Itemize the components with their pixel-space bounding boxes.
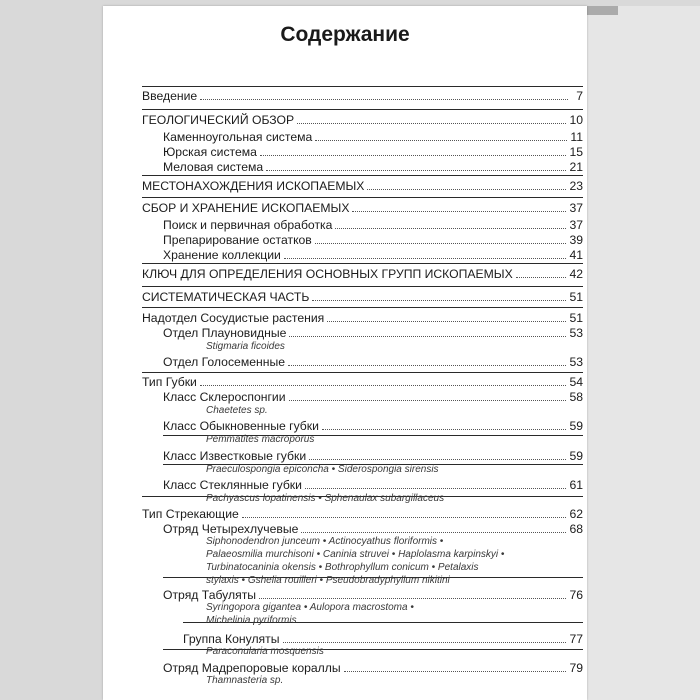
entry-title: Отдел Голосеменные <box>163 355 285 369</box>
entry-title: Отдел Плауновидные <box>163 326 287 340</box>
entry-title: Отряд Табуляты <box>163 588 257 602</box>
entry-page: 77 <box>569 632 583 646</box>
entry-page: 54 <box>569 375 583 389</box>
entry-page: 10 <box>569 113 583 127</box>
dot-leader <box>335 228 566 229</box>
entry-title: МЕСТОНАХОЖДЕНИЯ ИСКОПАЕМЫХ <box>142 179 365 193</box>
entry-page: 7 <box>576 89 583 103</box>
dot-leader <box>327 321 566 322</box>
dot-leader <box>315 243 567 244</box>
entry-title: КЛЮЧ ДЛЯ ОПРЕДЕЛЕНИЯ ОСНОВНЫХ ГРУПП ИСКОПАЕМЫХ <box>142 267 513 281</box>
entry-title: Надотдел Сосудистые растения <box>142 311 325 325</box>
entry-title: Тип Стрекающие <box>142 507 239 521</box>
entry-page: 51 <box>569 290 583 304</box>
entry-page: 59 <box>569 419 583 433</box>
dot-leader <box>289 336 566 337</box>
entry-title: СИСТЕМАТИЧЕСКАЯ ЧАСТЬ <box>142 290 310 304</box>
entry-title: Группа Конуляты <box>183 632 280 646</box>
adjacent-page-strip <box>587 6 700 700</box>
entry-page: 53 <box>569 355 583 369</box>
species-line: Syringopora gigantea • Aulopora macrostoma • <box>206 602 414 613</box>
species-line: Michelinia pyriformis <box>206 615 297 626</box>
species-line: Stigmaria ficoides <box>206 341 285 352</box>
entry-page: 76 <box>569 588 583 602</box>
species-line: Palaeosmilia murchisoni • Caninia struvei • Haplolasma karpinskyi • <box>206 549 505 560</box>
dot-leader <box>367 189 566 190</box>
entry-title: Юрская система <box>163 145 257 159</box>
toc-entry[interactable] <box>163 658 583 675</box>
entry-page: 68 <box>569 522 583 536</box>
entry-page: 15 <box>569 145 583 159</box>
toc-entry[interactable] <box>163 157 583 174</box>
entry-title: Введение <box>142 89 198 103</box>
species-line: Turbinatocaninia okensis • Bothrophyllum conicum • Petalaxis <box>206 562 479 573</box>
dot-leader <box>352 211 566 212</box>
table-of-contents <box>103 6 587 700</box>
species-line: Praeculospongia epiconcha • Siderospongia sirensis <box>206 464 439 475</box>
species-line: Siphonodendron junceum • Actinocyathus floriformis • <box>206 536 444 547</box>
species-line: Pemmatites macroporus <box>206 434 315 445</box>
dot-leader <box>284 258 567 259</box>
toc-entry[interactable] <box>142 264 583 281</box>
dot-leader <box>315 140 567 141</box>
entry-title: Каменноугольная система <box>163 130 313 144</box>
species-line: Thamnasteria sp. <box>206 675 284 686</box>
entry-title: СБОР И ХРАНЕНИЕ ИСКОПАЕМЫХ <box>142 201 350 215</box>
dot-leader <box>259 598 566 599</box>
entry-title: Препарирование остатков <box>163 233 312 247</box>
species-line: Pachyascus lopatinensis • Sphenaulax subargillaceus <box>206 493 445 504</box>
entry-title: Меловая система <box>163 160 264 174</box>
entry-page: 21 <box>569 160 583 174</box>
entry-page: 59 <box>569 449 583 463</box>
entry-page: 51 <box>569 311 583 325</box>
toc-entry[interactable] <box>163 446 583 463</box>
toc-entry[interactable] <box>163 352 583 369</box>
toc-entry[interactable] <box>163 323 583 340</box>
dot-leader <box>283 642 567 643</box>
dot-leader <box>305 488 566 489</box>
entry-page: 39 <box>569 233 583 247</box>
dot-leader <box>344 671 567 672</box>
dot-leader <box>242 517 567 518</box>
dot-leader <box>260 155 567 156</box>
toc-entry[interactable] <box>163 245 583 262</box>
book-page <box>103 6 587 700</box>
dot-leader <box>516 277 567 278</box>
toc-entry[interactable] <box>163 519 583 536</box>
dot-leader <box>301 532 566 533</box>
entry-page: 23 <box>569 179 583 193</box>
entry-title: ГЕОЛОГИЧЕСКИЙ ОБЗОР <box>142 113 295 127</box>
entry-title: Отряд Мадрепоровые кораллы <box>163 661 341 675</box>
entry-title: Поиск и первичная обработка <box>163 218 333 232</box>
toc-entry[interactable] <box>142 110 583 127</box>
toc-entry[interactable] <box>142 198 583 215</box>
toc-entry[interactable] <box>163 387 583 404</box>
entry-title: Отряд Четырехлучевые <box>163 522 299 536</box>
dot-leader <box>266 170 566 171</box>
entry-title: Хранение коллекции <box>163 248 281 262</box>
entry-title: Тип Губки <box>142 375 197 389</box>
dot-leader <box>297 123 566 124</box>
toc-entry[interactable] <box>163 416 583 433</box>
entry-page: 37 <box>569 218 583 232</box>
entry-page: 79 <box>569 661 583 675</box>
dot-leader <box>200 99 568 100</box>
toc-entry[interactable] <box>142 287 583 304</box>
entry-page: 62 <box>569 507 583 521</box>
dot-leader <box>289 400 567 401</box>
species-line: Paraconularia mosquensis <box>206 646 324 657</box>
dot-leader <box>309 459 566 460</box>
entry-page: 58 <box>569 390 583 404</box>
dot-leader <box>312 300 566 301</box>
entry-page: 37 <box>569 201 583 215</box>
species-line: Chaetetes sp. <box>206 405 268 416</box>
toc-entry[interactable] <box>163 475 583 492</box>
toc-entry[interactable] <box>163 585 583 602</box>
entry-title: Класс Склероспонгии <box>163 390 286 404</box>
page-title: Содержание <box>280 23 410 46</box>
species-line: stylaxis • Gshelia rouilleri • Pseudobradyphyllum nikitini <box>206 575 450 586</box>
entry-title: Класс Обыкновенные губки <box>163 419 319 433</box>
toc-entry[interactable] <box>142 86 583 103</box>
entry-page: 53 <box>569 326 583 340</box>
entry-page: 41 <box>569 248 583 262</box>
entry-title: Класс Известковые губки <box>163 449 307 463</box>
entry-title: Класс Стеклянные губки <box>163 478 302 492</box>
dot-leader <box>200 385 567 386</box>
entry-page: 61 <box>569 478 583 492</box>
dot-leader <box>322 429 567 430</box>
dot-leader <box>288 365 566 366</box>
entry-page: 11 <box>570 130 583 144</box>
toc-entry[interactable] <box>183 629 583 646</box>
entry-page: 42 <box>569 267 583 281</box>
toc-entry[interactable] <box>142 176 583 193</box>
